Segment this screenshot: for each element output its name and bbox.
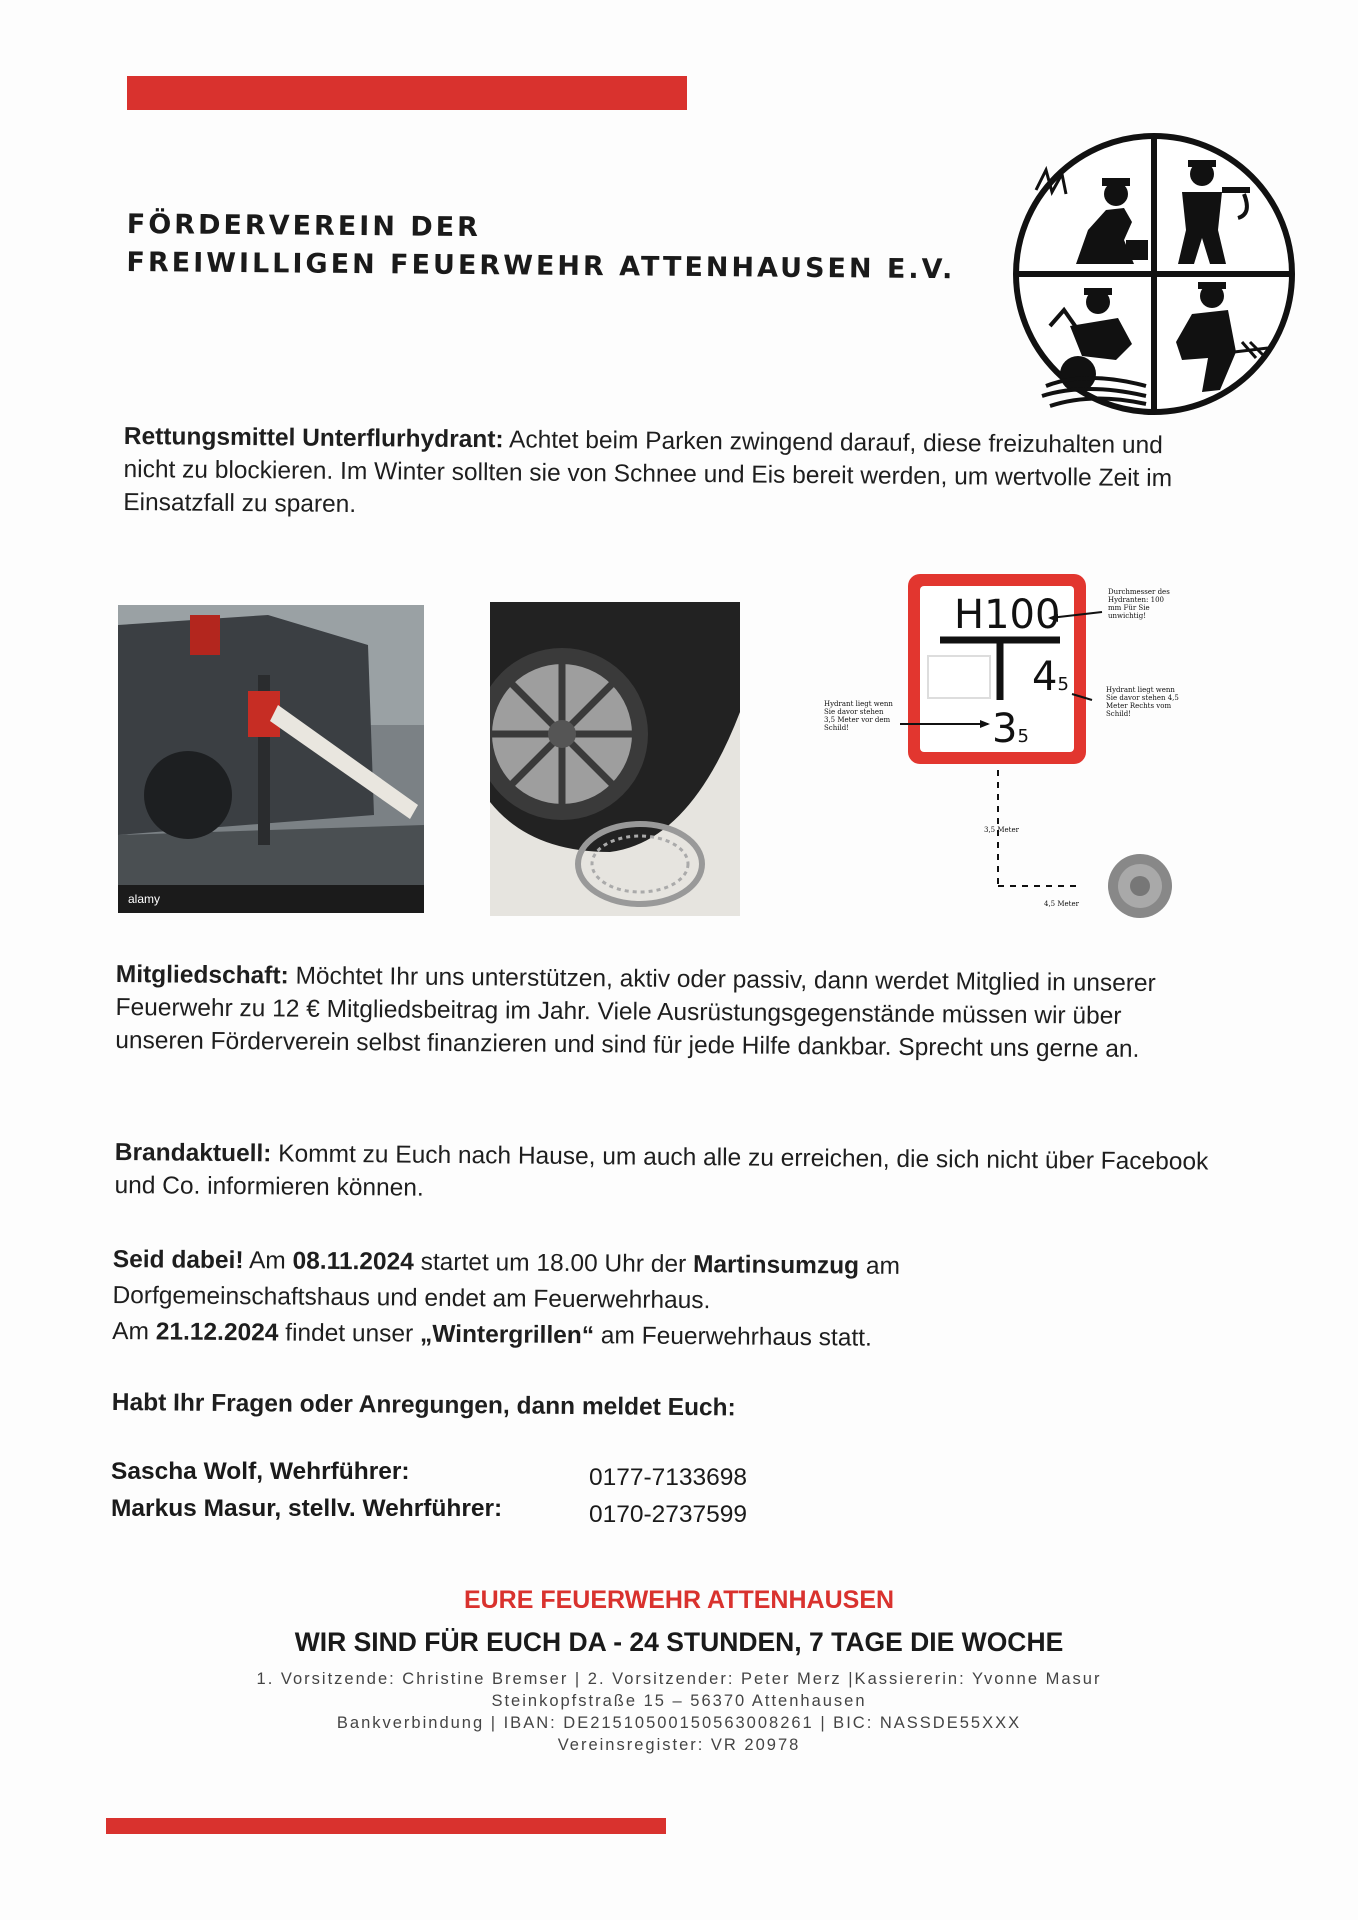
org-title [126, 206, 955, 289]
event-name-2: „Wintergrillen“ [419, 1320, 595, 1350]
brandaktuell-paragraph [114, 1136, 1225, 1212]
events-paragraph [112, 1242, 993, 1358]
top-red-bar [127, 76, 687, 110]
sign-main-label: H100 [954, 592, 1061, 638]
membership-label: Mitgliedschaft: [115, 960, 289, 990]
event-date-1: 08.11.2024 [292, 1247, 414, 1276]
membership-text: Möchtet Ihr uns unterstützen, aktiv oder passiv, dann werdet Mitglied in unserer Feuerwehr zu 12 € Mitgliedsbeitrag im Jahr. Viele Ausrüstungsgegenstände müssen wir über unseren Förderverein selbst finanzieren und sind für jede Hilfe dankbar. Sprecht uns gerne an. [115, 962, 1156, 1063]
footer-info [0, 1668, 1358, 1756]
sign-note-left: Hydrant liegt wenn Sie davor stehen 3,5 Meter vor dem Schild! [824, 700, 893, 732]
contact-phone[interactable]: 0170-2737599 [589, 1501, 748, 1528]
events-text-4: Am [112, 1317, 150, 1346]
sign-bottom-number: 3 [992, 706, 1018, 752]
sign-dist-horizontal: 4,5 Meter [1044, 900, 1079, 908]
hydrant-text: Achtet beim Parken zwingend darauf, diese freizuhalten und nicht zu blockieren. Im Winter sollten sie von Schnee und Eis bereit werden, um wertvolle Zeit im Einsatzfall zu sparen. [123, 426, 1173, 519]
sign-right-value [1032, 654, 1069, 700]
contact-name: Markus Masur, stellv. Wehrführer: [111, 1495, 503, 1522]
events-text-1: Am [248, 1247, 286, 1275]
hydrant-paragraph [123, 420, 1204, 528]
hydrant-label: Rettungsmittel Unterflurhydrant: [123, 422, 504, 454]
photo-car-hydrant [118, 605, 424, 913]
events-text-3: am Dorfgemeinschaftshaus und endet am Feuerwehrhaus. [112, 1252, 901, 1315]
questions-heading [112, 1386, 1012, 1427]
sign-bottom-decimal: 5 [1017, 726, 1029, 747]
sign-note-right: Hydrant liegt wenn Sie davor stehen 4,5 Meter Rechts vom Schild! [1106, 686, 1179, 718]
event-date-2: 21.12.2024 [155, 1318, 279, 1347]
footer-line-bank: Bankverbindung | IBAN: DE21510500150563008261 | BIC: NASSDE55XXX [336, 1714, 1022, 1732]
footer-line-register: Vereinsregister: VR 20978 [557, 1736, 801, 1754]
membership-paragraph [115, 958, 1206, 1067]
sign-bottom-value [992, 706, 1029, 752]
contact-name: Sascha Wolf, Wehrführer: [111, 1458, 410, 1485]
brandaktuell-text: Kommt zu Euch nach Hause, um auch alle zu erreichen, die sich nicht über Facebook und Co. informieren können. [114, 1140, 1209, 1202]
slogan-black: WIR SIND FÜR EUCH DA - 24 STUNDEN, 7 TAGE DIE WOCHE [294, 1627, 1064, 1657]
events-text-5: findet unser [285, 1319, 414, 1348]
sign-dist-vertical: 3,5 Meter [984, 826, 1019, 834]
contact-phone[interactable]: 0177-7133698 [589, 1464, 748, 1491]
sign-note-diameter: Durchmesser des Hydranten: 100 mm Für Sie unwichtig! [1108, 588, 1170, 620]
event-name-1: Martinsumzug [692, 1251, 860, 1280]
photo-wheel-cover [490, 602, 740, 916]
org-title-line2: FREIWILLIGEN FEUERWEHR ATTENHAUSEN E.V. [126, 246, 956, 286]
fire-brigade-emblem-icon [1006, 130, 1302, 418]
events-text-6: am Feuerwehrhaus statt. [600, 1322, 872, 1352]
questions-label: Habt Ihr Fragen oder Anregungen, dann meldet Euch: [111, 1388, 736, 1422]
photo1-watermark: alamy [128, 892, 161, 906]
sign-right-number: 4 [1032, 654, 1058, 700]
events-text-2: startet um 18.00 Uhr der [420, 1248, 687, 1279]
events-label: Seid dabei! [112, 1245, 244, 1275]
footer-line-board: 1. Vorsitzende: Christine Bremser | 2. Vorsitzender: Peter Merz |Kassiererin: Yvonne Masur [256, 1670, 1102, 1688]
slogan-red: EURE FEUERWEHR ATTENHAUSEN [463, 1586, 895, 1614]
hydrant-sign-diagram [820, 570, 1190, 920]
footer-line-address: Steinkopfstraße 15 – 56370 Attenhausen [491, 1692, 867, 1710]
bottom-red-bar [106, 1818, 666, 1834]
org-title-line1: FÖRDERVEREIN DER [126, 208, 482, 244]
sign-right-decimal: 5 [1057, 674, 1069, 695]
brandaktuell-label: Brandaktuell: [114, 1138, 272, 1168]
